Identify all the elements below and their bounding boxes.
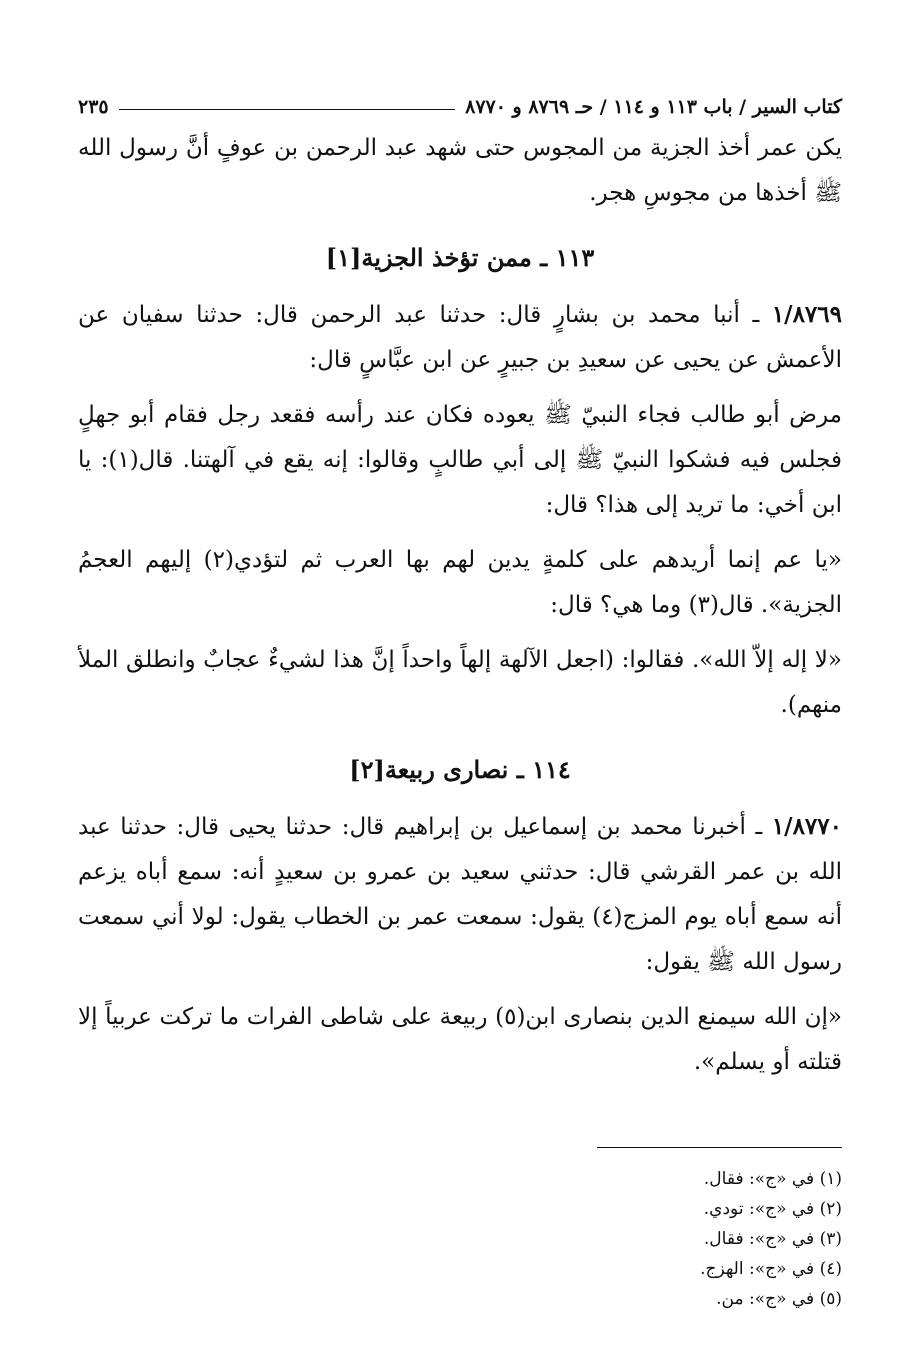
page-number: ٢٣٥ bbox=[78, 96, 109, 118]
hadith-8769-narration: مرض أبو طالب فجاء النبيّ ﷺ يعوده فكان عند رأسه فقعد رجل فقام أبو جهلٍ فجلس فيه فشكوا النبيّ ﷺ إلى أبي طالبٍ وقالوا: إنه يقع في آلهتنا. قال(١): يا ابن أخي: ما تريد إلى هذا؟ قال: bbox=[78, 402, 842, 518]
footnote-item: (٤) في «ج»: الهزج. bbox=[700, 1259, 842, 1279]
intro-paragraph: يكن عمر أخذ الجزية من المجوس حتى شهد عبد الرحمن بن عوفٍ أنَّ رسول الله ﷺ أخذها من مجوسِ هجر. bbox=[78, 135, 842, 206]
running-head bbox=[78, 84, 842, 118]
hadith-8770-number: ١/٨٧٧٠ bbox=[771, 813, 842, 840]
book-page bbox=[78, 84, 842, 1366]
hadith-8769-quote-2: «لا إله إلاّ الله». فقالوا: (اجعل الآلهة إلهاً واحداً إنَّ هذا لشيءٌ عجابٌ وانطلق الملأ منهم). bbox=[78, 647, 842, 718]
hadith-8769-isnad bbox=[78, 292, 842, 383]
hadith-8770-isnad bbox=[78, 804, 842, 985]
chapter-113-heading: ١١٣ ـ ممن تؤخذ الجزية[١] bbox=[325, 243, 595, 272]
footnote-item: (٣) في «ج»: فقال. bbox=[703, 1229, 842, 1249]
chapter-114-heading: ١١٤ ـ نصارى ربيعة[٢] bbox=[349, 755, 571, 784]
hadith-8770-isnad-text: ـ أخبرنا محمد بن إسماعيل بن إبراهيم قال: حدثنا يحيى قال: حدثنا عبد الله بن عمر القرشي قال: حدثني سعيد بن عمرو بن سعيدٍ أنه: سمع أباه يزعم أنه سمع أباه يوم المزج(٤) يقول: سمعت عمر بن الخطاب يقول: لولا أني سمعت رسول الله ﷺ يقول: bbox=[78, 814, 842, 975]
hadith-8770-quote: «إن الله سيمنع الدين بنصارى ابن(٥) ربيعة على شاطى الفرات ما تركت عربياً إلا قتلته أو يسلم». bbox=[78, 1004, 843, 1075]
hadith-8769-isnad-text: ـ أنبا محمد بن بشارٍ قال: حدثنا عبد الرحمن قال: حدثنا سفيان عن الأعمش عن يحيى عن سعيدِ بن جبيرٍ عن ابن عبَّاسٍ قال: bbox=[78, 302, 842, 373]
hadith-8769-quote-1: «يا عم إنما أريدهم على كلمةٍ يدين لهم بها العرب ثم لتؤدي(٢) إليهم العجمُ الجزية». قال(٣) وما هي؟ قال: bbox=[78, 547, 842, 618]
footnote-item: (١) في «ج»: فقال. bbox=[703, 1169, 842, 1189]
running-head-title: كتاب السير / باب ١١٣ و ١١٤ / حـ ٨٧٦٩ و ٨٧٧٠ bbox=[465, 96, 842, 118]
footnote-item: (٥) في «ج»: من. bbox=[716, 1289, 842, 1309]
hadith-8769-number: ١/٨٧٦٩ bbox=[771, 301, 842, 328]
running-head-rule bbox=[119, 109, 455, 110]
footnotes-list bbox=[78, 1164, 842, 1314]
footnote-item: (٢) في «ج»: تودي. bbox=[703, 1199, 842, 1219]
footnote-separator bbox=[597, 1147, 842, 1148]
